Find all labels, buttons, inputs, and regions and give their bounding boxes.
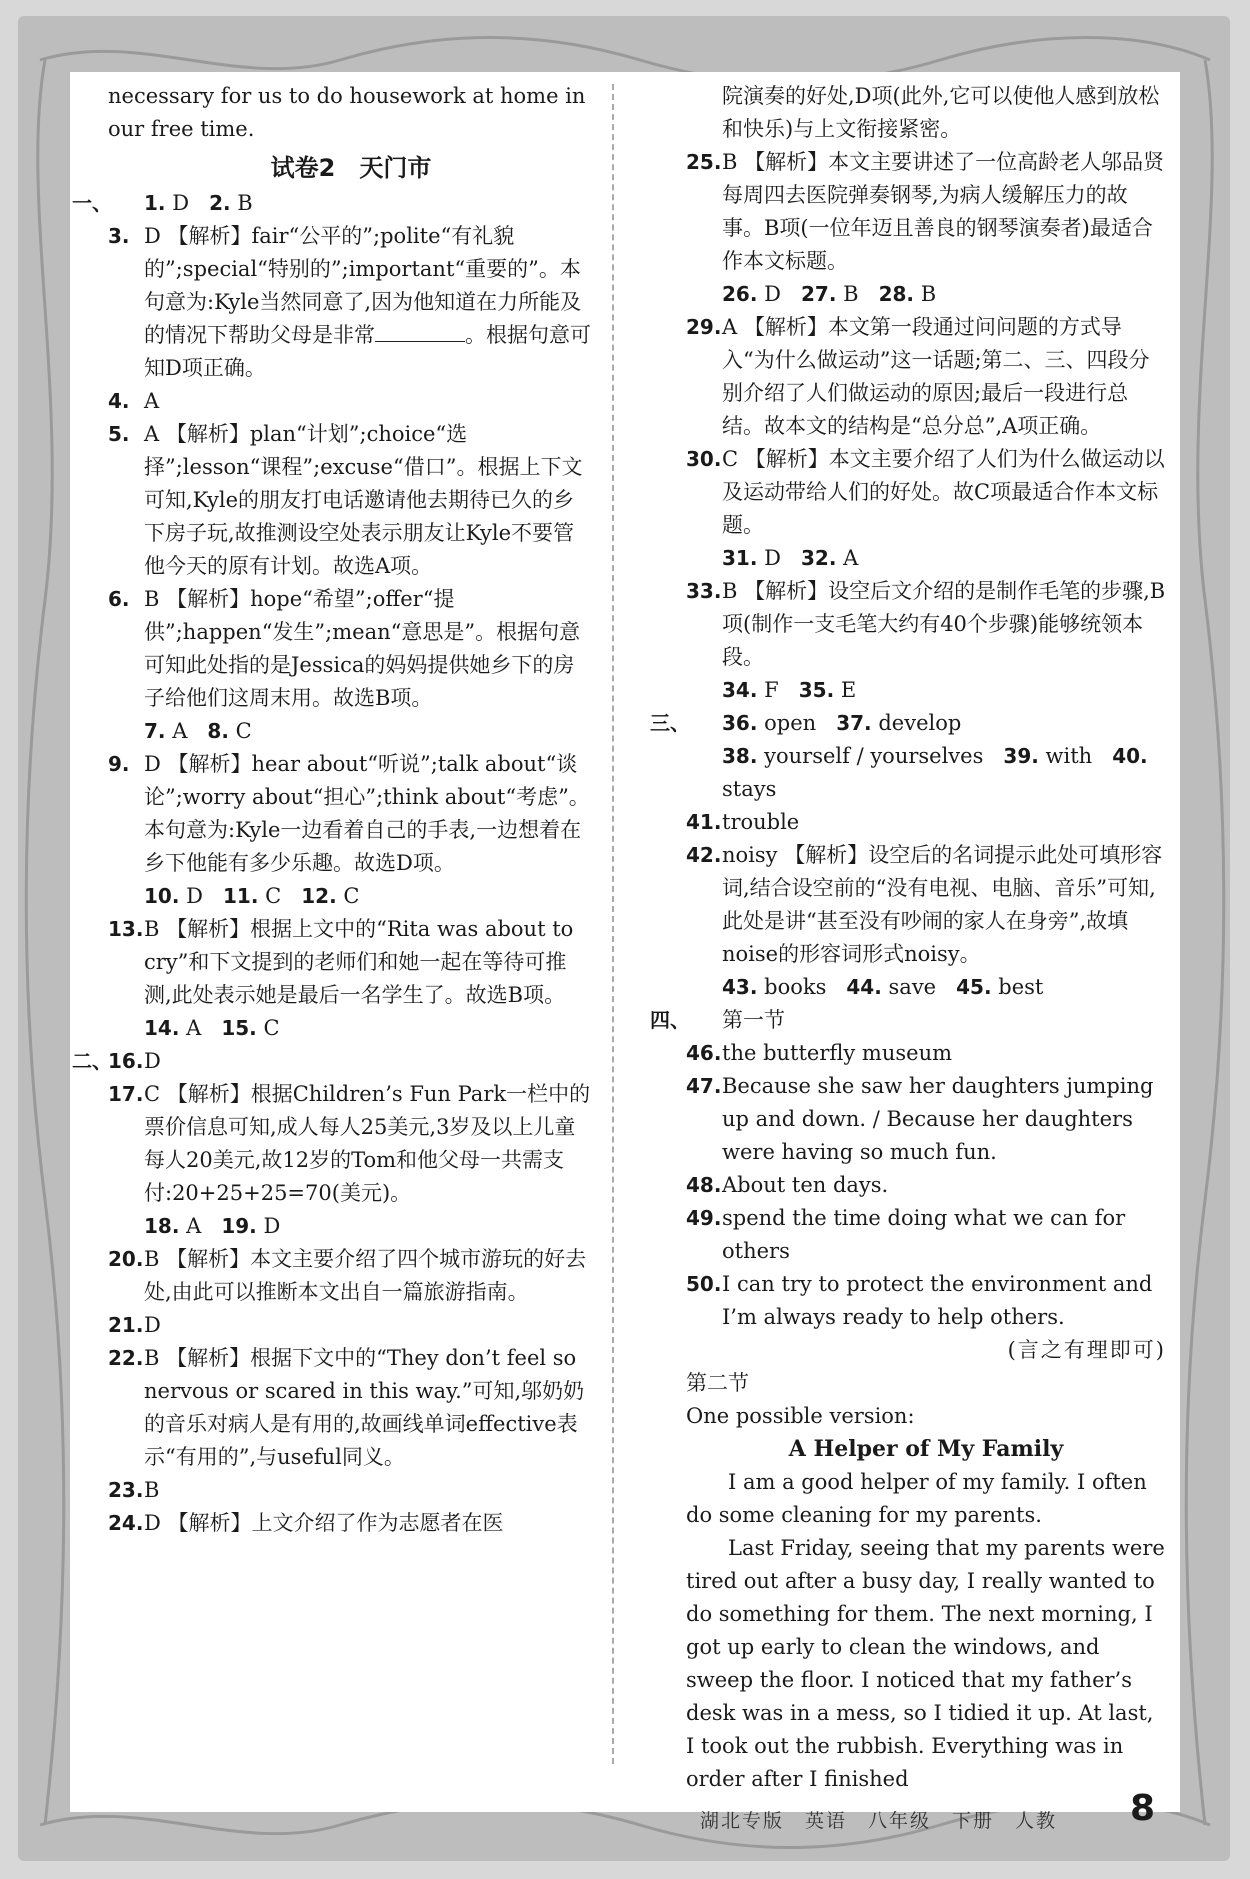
section-one-label: 一、 [72, 191, 112, 215]
answer-31-32: 31. D 32. A [722, 546, 859, 570]
answer-23: 23. B [108, 1478, 160, 1502]
answer-6: 6. B 【解析】hope“希望”;offer“提供”;happen“发生”;mean“意思是”。根据句意可知此处指的是Jessica的妈妈提供她乡下的房子给他们这周末用。故选B项。 [108, 587, 581, 710]
answer-34-35: 34. F 35. E [722, 678, 857, 702]
page-footer: 湖北专版 英语 八年级 下册 人教 [700, 1810, 1058, 1832]
answer-30: 30. C 【解析】本文主要介绍了人们为什么做运动以及运动带给人们的好处。故C项最适合作本文标题。 [686, 447, 1165, 537]
answer-17: 17. C 【解析】根据Children’s Fun Park一栏中的票价信息可知,成人每人25美元,3岁及以上儿童每人20美元,故12岁的Tom和他父母一共需支付:20+25+25=70(美元)。 [108, 1082, 591, 1205]
answer-21: 21. D [108, 1313, 161, 1337]
answer-43-45: 43. books 44. save 45. best [722, 975, 1044, 999]
answer-24: 24. D 【解析】上文介绍了作为志愿者在医 [108, 1511, 504, 1535]
answer-10-12: 10. D 11. C 12. C [144, 884, 360, 908]
answer-29: 29. A 【解析】本文第一段通过问问题的方式导入“为什么做运动”这一话题;第二、三、四段分别介绍了人们做运动的原因;最后一段进行总结。故本文的结构是“总分总”,A项正确。 [686, 315, 1150, 438]
answer-38-40: 38. yourself / yourselves 39. with 40. stays [722, 744, 1148, 801]
section-two-label: 二、 [72, 1049, 112, 1073]
possible-version-label: One possible version: [686, 1404, 915, 1428]
answer-blank [375, 323, 465, 342]
answer-47: 47. Because she saw her daughters jumping up and down. / Because her daughters were having so much fun. [686, 1074, 1154, 1164]
answer-1-2: 一、 1. D 2. B [108, 187, 594, 220]
answer-25: 25. B 【解析】本文主要讲述了一位高龄老人邬品贤每周四去医院弹奏钢琴,为病人缓解压力的故事。B项(一位年迈且善良的钢琴演奏者)最适合作本文标题。 [686, 150, 1165, 273]
answer-9: 9. D 【解析】hear about“听说”;talk about“谈论”;worry about“担心”;think about“考虑”。本句意为:Kyle一边看着自己的手表,一边想着在乡下他能有多少乐趣。故选D项。 [108, 752, 590, 875]
section-four-label: 四、 [650, 1008, 690, 1032]
column-divider [612, 84, 614, 1764]
answer-46: 46. the butterfly museum [686, 1041, 953, 1065]
answer-16: 二、 16. D [108, 1045, 594, 1078]
left-column [72, 80, 594, 1540]
answer-26-28: 26. D 27. B 28. B [722, 282, 937, 306]
answer-13: 13. B 【解析】根据上文中的“Rita was about to cry”和下文提到的老师们和她一起在等待可推测,此处表示她是最后一名学生了。故选B项。 [108, 917, 574, 1007]
answer-7-8: 7. A 8. C [144, 719, 252, 743]
right-column [650, 80, 1166, 1796]
page-number: 8 [1130, 1788, 1156, 1829]
answer-42: 42. noisy 【解析】设空后的名词提示此处可填形容词,结合设空前的“没有电视、电脑、音乐”可知,此处是讲“甚至没有吵闹的家人在身旁”,故填noise的形容词形式noisy。 [686, 843, 1163, 966]
answer-50: 50. I can try to protect the environment and I’m always ready to help others. [686, 1272, 1153, 1329]
essay-title: A Helper of My Family [788, 1436, 1064, 1462]
answer-3: 3. D 【解析】fair“公平的”;polite“有礼貌的”;special“特别的”;important“重要的”。本句意为:Kyle当然同意了,因为他知道在力所能及的情况下帮助父母是非常 。根据句意可知D项正确。 [108, 224, 591, 380]
answer-36-37: 三、 36. open 37. develop [686, 707, 1166, 740]
intro-text: necessary for us to do housework at home in our free time. [108, 84, 586, 141]
answer-48: 48. About ten days. [686, 1173, 889, 1197]
answer-20: 20. B 【解析】本文主要介绍了四个城市游玩的好去处,由此可以推断本文出自一篇旅游指南。 [108, 1247, 587, 1304]
answer-14-15: 14. A 15. C [144, 1016, 280, 1040]
essay-paragraph-2: Last Friday, seeing that my parents were tired out after a busy day, I really wanted to do something for them. The next morning, I got up early to clean the windows, and sweep the floor. I noticed that my father’s desk was in a mess, so I tidied it up. At last, I took out the rubbish. Everything was in order after I finished [686, 1536, 1165, 1791]
answer-41: 41. trouble [686, 810, 800, 834]
section-four-heading: 四、 第一节 [686, 1004, 1166, 1037]
essay-paragraph-1: I am a good helper of my family. I often do some cleaning for my parents. [686, 1470, 1147, 1527]
section-three-label: 三、 [650, 711, 690, 735]
answer-24-continued: 院演奏的好处,D项(此外,它可以使他人感到放松和快乐)与上文衔接紧密。 [722, 84, 1160, 141]
answer-49: 49. spend the time doing what we can for others [686, 1206, 1126, 1263]
answer-5: 5. A 【解析】plan“计划”;choice“选择”;lesson“课程”;excuse“借口”。根据上下文可知,Kyle的朋友打电话邀请他去期待已久的乡下房子玩,故推测设空处表示朋友让Kyle不要管他今天的原有计划。故选A项。 [108, 422, 583, 578]
answer-22: 22. B 【解析】根据下文中的“They don’t feel so nervous or scared in this way.”可知,邬奶奶的音乐对病人是有用的,故画线单词effective表示“有用的”,与useful同义。 [108, 1346, 585, 1469]
answer-33: 33. B 【解析】设空后文介绍的是制作毛笔的步骤,B项(制作一支毛笔大约有40个步骤)能够统领本段。 [686, 579, 1166, 669]
answer-18-19: 18. A 19. D [144, 1214, 281, 1238]
section-two-sub-heading: 第二节 [686, 1371, 749, 1395]
answer-4: 4. A [108, 389, 160, 413]
reasonable-answer-note: (言之有理即可) [1007, 1338, 1166, 1362]
test-heading: 试卷2 天门市 [270, 154, 432, 182]
